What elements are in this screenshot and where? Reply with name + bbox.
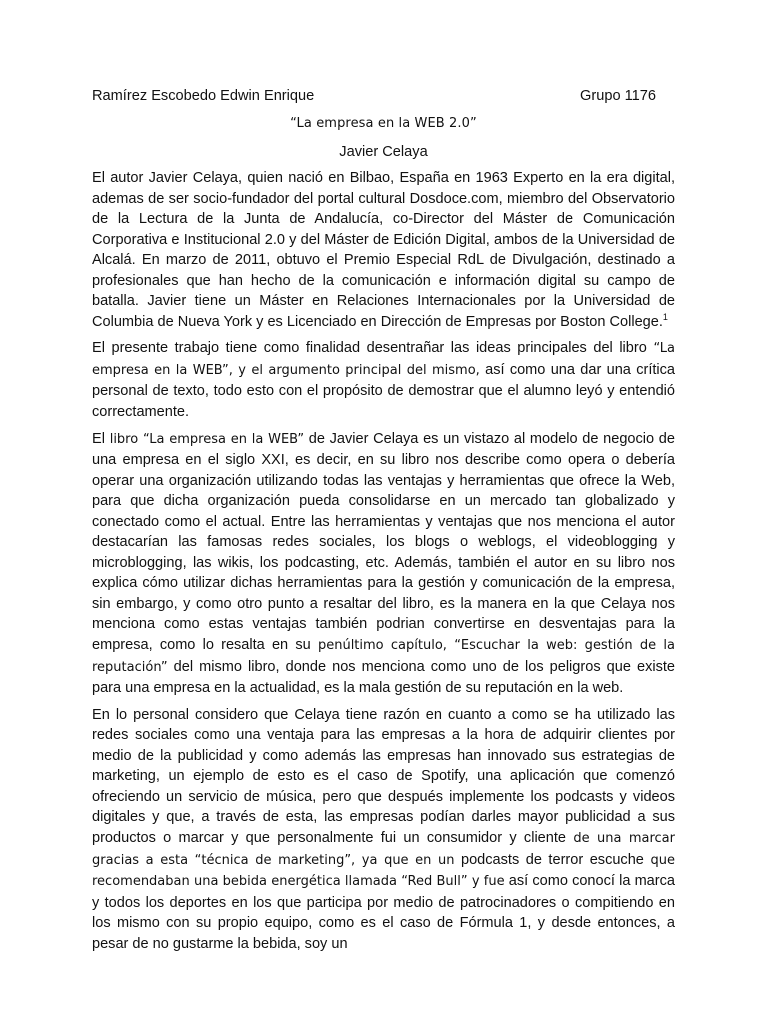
paragraph-3 (92, 429, 675, 699)
paragraph-2-book-reference: “La empresa en la WEB”, y el argumento principal del mismo, (92, 341, 675, 378)
paragraph-4-text-a: En lo personal considero que Celaya tiene razón en cuanto a como se ha utilizado las redes sociales como una ventaja para las empresas a la hora de adquirir clientes por medio de la publicidad y como además las empresas han innovado sus estrategias de marketing, un ejemplo de esto es el caso de Spotify, una aplicación que comenzó ofreciendo un servicio de música, pero que después implemente los podcasts y videos digitales y que, a través de esta, las empresas podían darles mayor publicidad a sus productos o marcar y que personalmente fui un consumidor y cliente (92, 706, 675, 846)
paragraph-2-text-a: El presente trabajo tiene como finalidad desentrañar las ideas principales del libro (92, 340, 647, 357)
paragraph-3-text-a: El (92, 430, 105, 447)
paragraph-4-text-b: de una marcar gracias a esta “técnica de marketing”, ya que en un (92, 830, 675, 868)
document-title: “La empresa en la WEB 2.0” (290, 116, 477, 131)
student-name: Ramírez Escobedo Edwin Enrique (92, 88, 315, 104)
paragraph-3-text-c: de Javier Celaya es un vistazo al modelo de negocio de una empresa en el siglo XXI, es decir, en su libro nos describe como opera o debería operar una organización utilizando todas las ventajas y herramientas que ofrece la Web, para que dicha organización pueda consolidarse en un mercado tan globalizado y conectado como el actual. Entre las herramientas y ventajas que nos menciona el autor destacarían las famosas redes sociales, los blogs o weblogs, el videoblogging y microblogging, las wikis, los podcasting, etc. Además, también el autor en su libro nos explica cómo utilizar dichas herramientas para la gestión y comunicación de la empresa, sin embargo, y como otro punto a resaltar del libro, es la manera en la que Celaya nos menciona como estas ventajas también podrian convertirse en desventajas para la empresa, como lo resalta en su (92, 430, 675, 654)
paragraph-1-text: El autor Javier Celaya, quien nació en Bilbao, España en 1963 Experto en la era digital, ademas de ser socio-fundador del portal cultural Dosdoce.com, miembro del Observatorio de la Lectura de la Junta de Andalucía, co-Director del Máster de Comunicación Corporativa e Institucional 2.0 y del Máster de Edición Digital, ambos de la Universidad de Alcalá. En marzo de 2011, obtuvo el Premio Especial RdL de Divulgación, destinado a profesionales que han hecho de la comunicación e información digital su campo de batalla. Javier tiene un Máster en Relaciones Internacionales por la Universidad de Columbia de Nueva York y es Licenciado en Dirección de Empresas por Boston College. (92, 170, 675, 330)
paragraph-3-chapter-reference: penúltimo capítulo, “Escuchar la web: gestión de la reputación” (92, 638, 675, 675)
paragraph-1 (92, 168, 675, 332)
paragraph-4-text-e: así como conocí la marca y todos los deportes en los que participa por medio de patrocinadores o compitiendo en los mismo con su propio equipo, como es el caso de Fórmula 1, y desde entonces, a pesar de no gustarme la bebida, soy un (92, 873, 675, 952)
paragraph-4 (92, 705, 675, 955)
document-author: Javier Celaya (339, 144, 428, 160)
document-header (92, 86, 675, 106)
paragraph-3-text-e: del mismo libro, donde nos menciona como uno de los peligros que existe para una empresa en la actualidad, es la mala gestión de su reputación en la web. (92, 658, 675, 697)
paragraph-4-text-d: que recomendaban una bebida energética llamada “Red Bull” y fue (92, 852, 675, 890)
paragraph-2 (92, 338, 675, 422)
paragraph-4-text-c: podcasts de terror escuche (454, 851, 644, 868)
group-number: Grupo 1176 (580, 88, 656, 104)
paragraph-2-text-c: así como una dar una crítica personal de texto, todo esto con el propósito de demostrar que el alumno leyó y entendió correctamente. (92, 361, 675, 421)
paragraph-3-book-reference: libro “La empresa en la WEB” (104, 431, 305, 447)
document-page (92, 86, 675, 954)
footnote-marker: 1 (662, 311, 668, 322)
